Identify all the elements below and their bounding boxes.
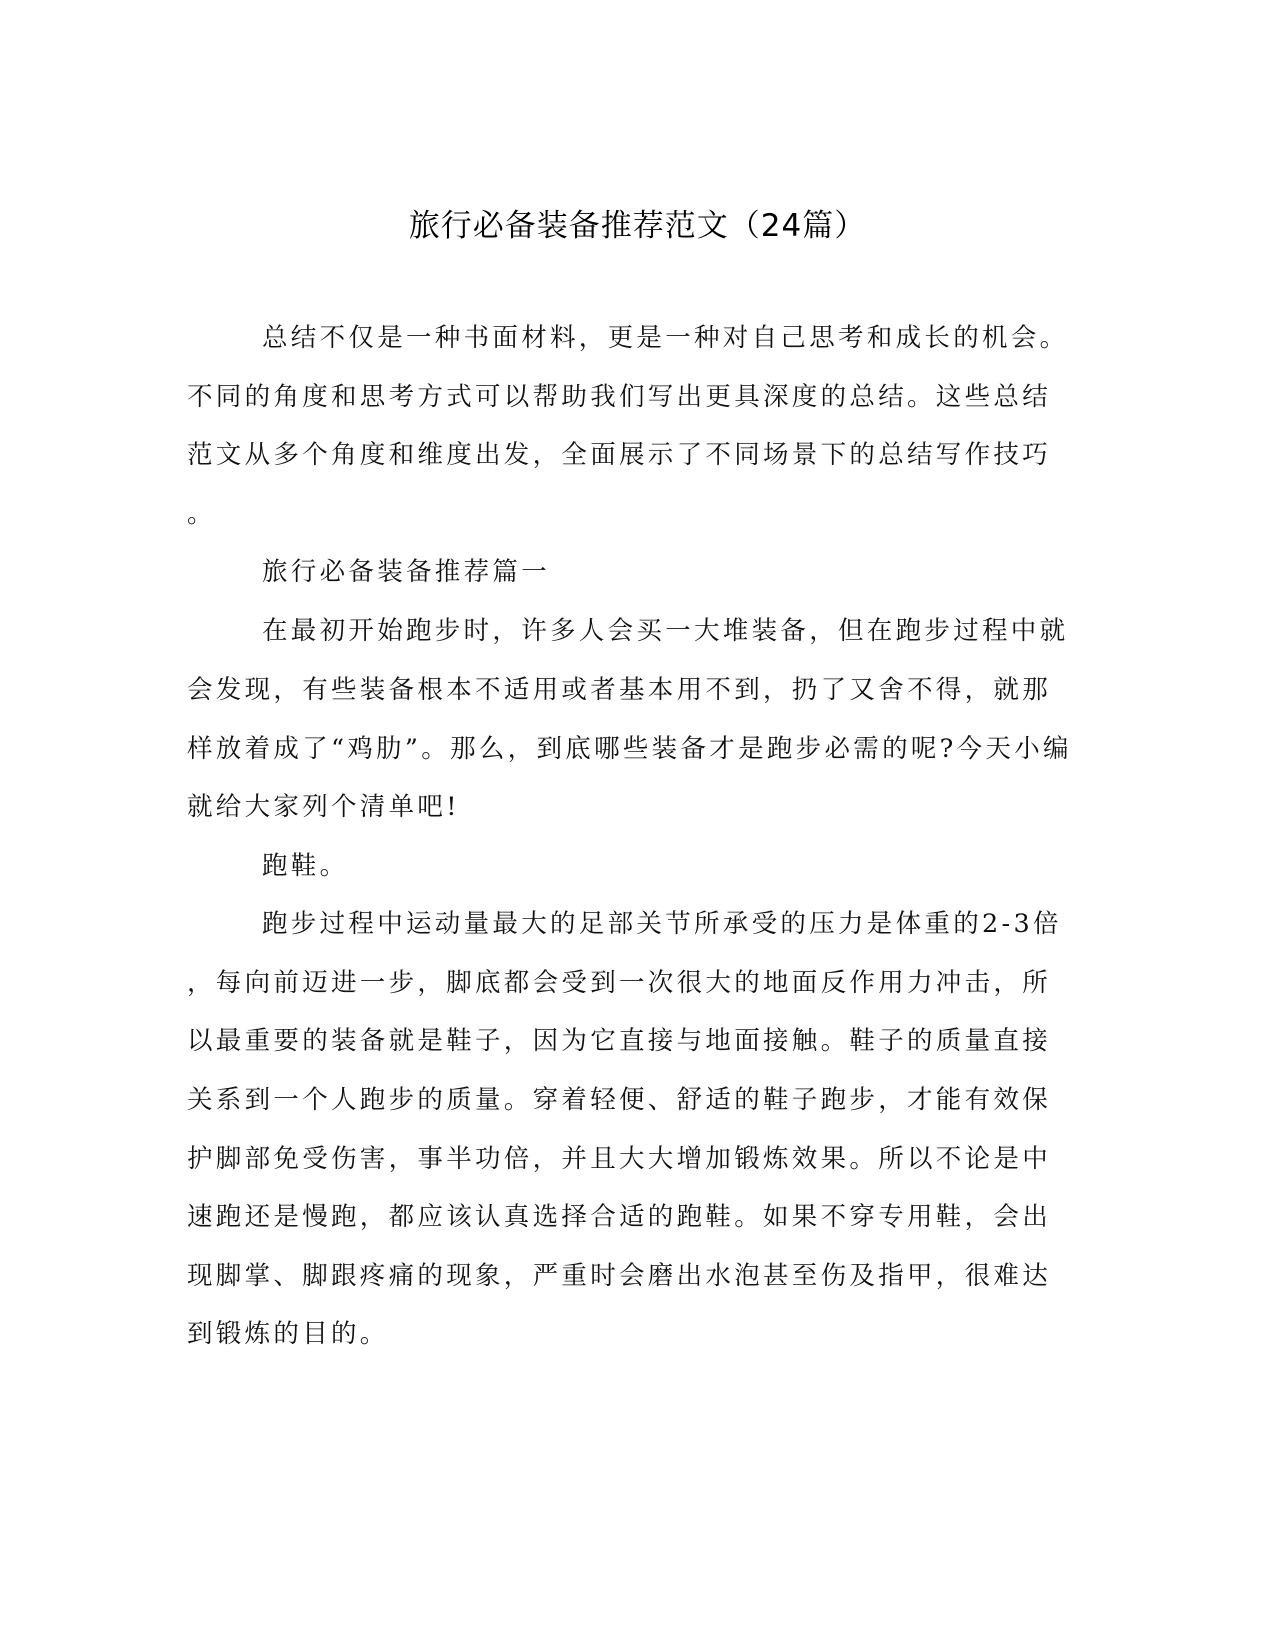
body-line-2: 会发现，有些装备根本不适用或者基本用不到，扔了又舍不得，就那 <box>187 675 1052 705</box>
section-heading: 旅行必备装备推荐篇一 <box>262 557 551 587</box>
intro-line-3: 范文从多个角度和维度出发，全面展示了不同场景下的总结写作技巧 <box>187 440 1052 470</box>
shoes-line-5: 护脚部免受伤害，事半功倍，并且大大增加锻炼效果。所以不论是中 <box>187 1144 1052 1174</box>
shoes-line-7: 现脚掌、脚跟疼痛的现象，严重时会磨出水泡甚至伤及指甲，很难达 <box>187 1261 1052 1291</box>
shoes-line-2: ，每向前迈进一步，脚底都会受到一次很大的地面反作用力冲击，所 <box>187 968 1052 998</box>
document-title: 旅行必备装备推荐范文（24篇） <box>408 208 867 244</box>
shoes-line-3: 以最重要的装备就是鞋子，因为它直接与地面接触。鞋子的质量直接 <box>187 1026 1052 1056</box>
intro-line-1: 总结不仅是一种书面材料，更是一种对自己思考和成长的机会。 <box>262 323 1069 353</box>
intro-line-2: 不同的角度和思考方式可以帮助我们写出更具深度的总结。这些总结 <box>187 382 1052 412</box>
shoes-line-4: 关系到一个人跑步的质量。穿着轻便、舒适的鞋子跑步，才能有效保 <box>187 1085 1052 1115</box>
body-line-4: 就给大家列个清单吧! <box>187 792 460 822</box>
subheading-running-shoes: 跑鞋。 <box>262 851 349 881</box>
shoes-line-1: 跑步过程中运动量最大的足部关节所承受的压力是体重的2-3倍 <box>262 909 1062 939</box>
intro-line-4: 。 <box>187 499 216 529</box>
shoes-line-8: 到锻炼的目的。 <box>187 1319 389 1349</box>
body-line-1: 在最初开始跑步时，许多人会买一大堆装备，但在跑步过程中就 <box>262 616 1069 646</box>
shoes-line-6: 速跑还是慢跑，都应该认真选择合适的跑鞋。如果不穿专用鞋，会出 <box>187 1202 1052 1232</box>
body-line-3: 样放着成了“鸡肋”。那么，到底哪些装备才是跑步必需的呢?今天小编 <box>187 734 1072 764</box>
